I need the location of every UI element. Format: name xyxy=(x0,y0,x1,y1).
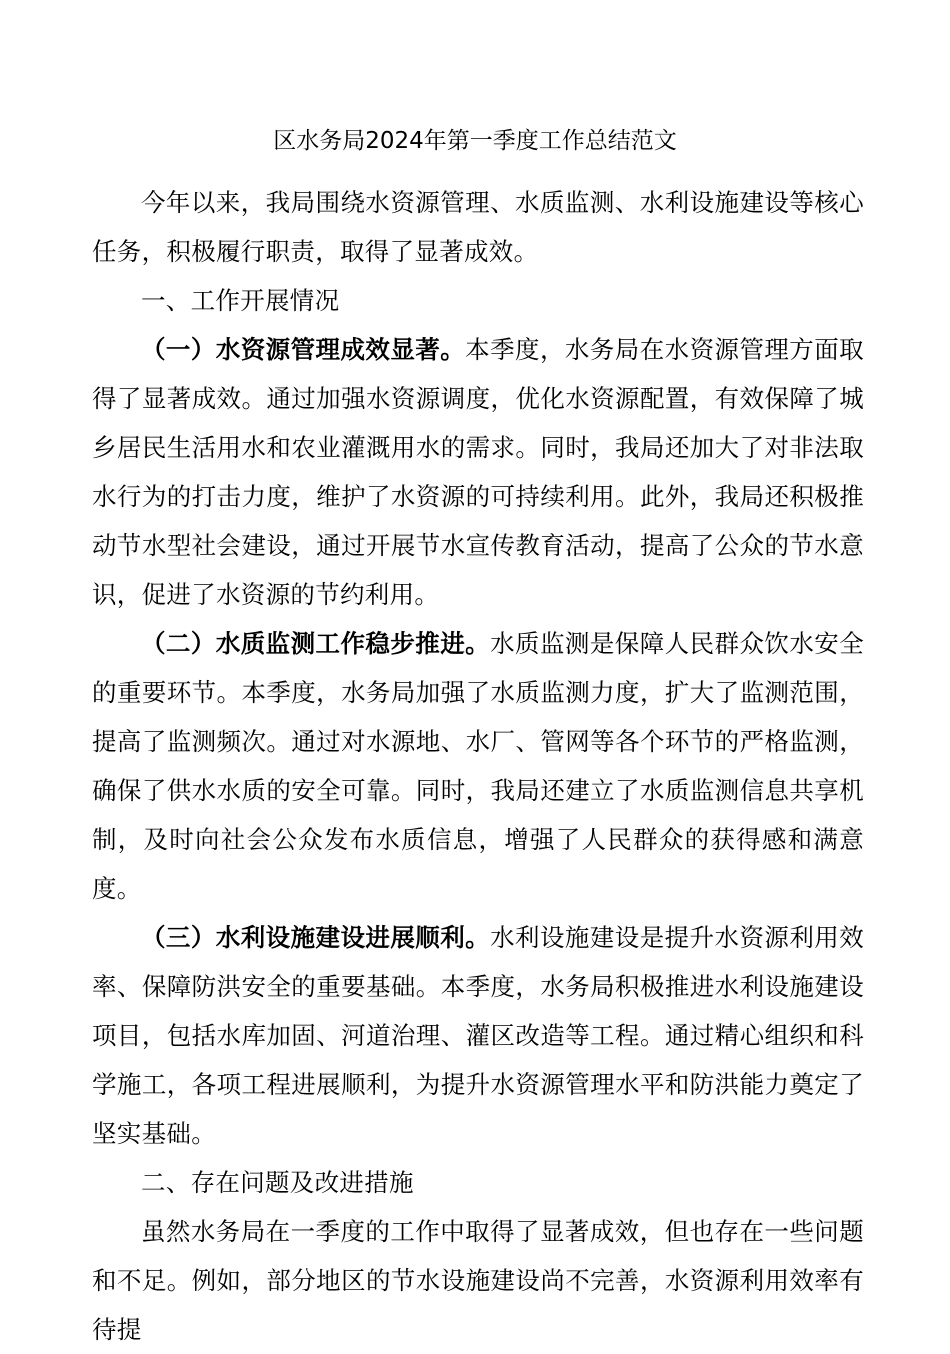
document-body xyxy=(92,178,865,1344)
item-body-2: 水质监测是保障人民群众饮水安全的重要环节。本季度，水务局加强了水质监测力度，扩大了监测范围，提高了监测频次。通过对水源地、水厂、管网等各个环节的严格监测，确保了供水水质的安全可靠。同时，我局还建立了水质监测信息共享机制，及时向社会公众发布水质信息，增强了人民群众的获得感和满意度。 xyxy=(92,629,865,903)
item-paragraph-1 xyxy=(92,325,864,619)
intro-paragraph: 今年以来，我局围绕水资源管理、水质监测、水利设施建设等核心任务，积极履行职责，取得了显著成效。 xyxy=(92,188,864,266)
item-heading-3: （三）水利设施建设进展顺利。 xyxy=(141,923,491,952)
section-heading-2: 二、存在问题及改进措施 xyxy=(141,1168,414,1197)
item-paragraph-2 xyxy=(92,619,864,913)
item-paragraph-3 xyxy=(92,913,864,1158)
item-body-3: 水利设施建设是提升水资源利用效率、保障防洪安全的重要基础。本季度，水务局积极推进水利设施建设项目，包括水库加固、河道治理、灌区改造等工程。通过精心组织和科学施工，各项工程进展顺利，为提升水资源管理水平和防洪能力奠定了坚实基础。 xyxy=(92,923,865,1148)
document-title: 区水务局2024年第一季度工作总结范文 xyxy=(273,128,677,154)
item-heading-1: （一）水资源管理成效显著。 xyxy=(141,335,466,364)
section-heading-1: 一、工作开展情况 xyxy=(141,286,340,315)
section-2-paragraph: 虽然水务局在一季度的工作中取得了显著成效，但也存在一些问题和不足。例如，部分地区的节水设施建设尚不完善，水资源利用效率有待提 xyxy=(92,1217,864,1344)
item-heading-2: （二）水质监测工作稳步推进。 xyxy=(141,629,491,658)
item-body-1: 本季度，水务局在水资源管理方面取得了显著成效。通过加强水资源调度，优化水资源配置，有效保障了城乡居民生活用水和农业灌溉用水的需求。同时，我局还加大了对非法取水行为的打击力度，维护了水资源的可持续利用。此外，我局还积极推动节水型社会建设，通过开展节水宣传教育活动，提高了公众的节水意识，促进了水资源的节约利用。 xyxy=(92,335,864,609)
